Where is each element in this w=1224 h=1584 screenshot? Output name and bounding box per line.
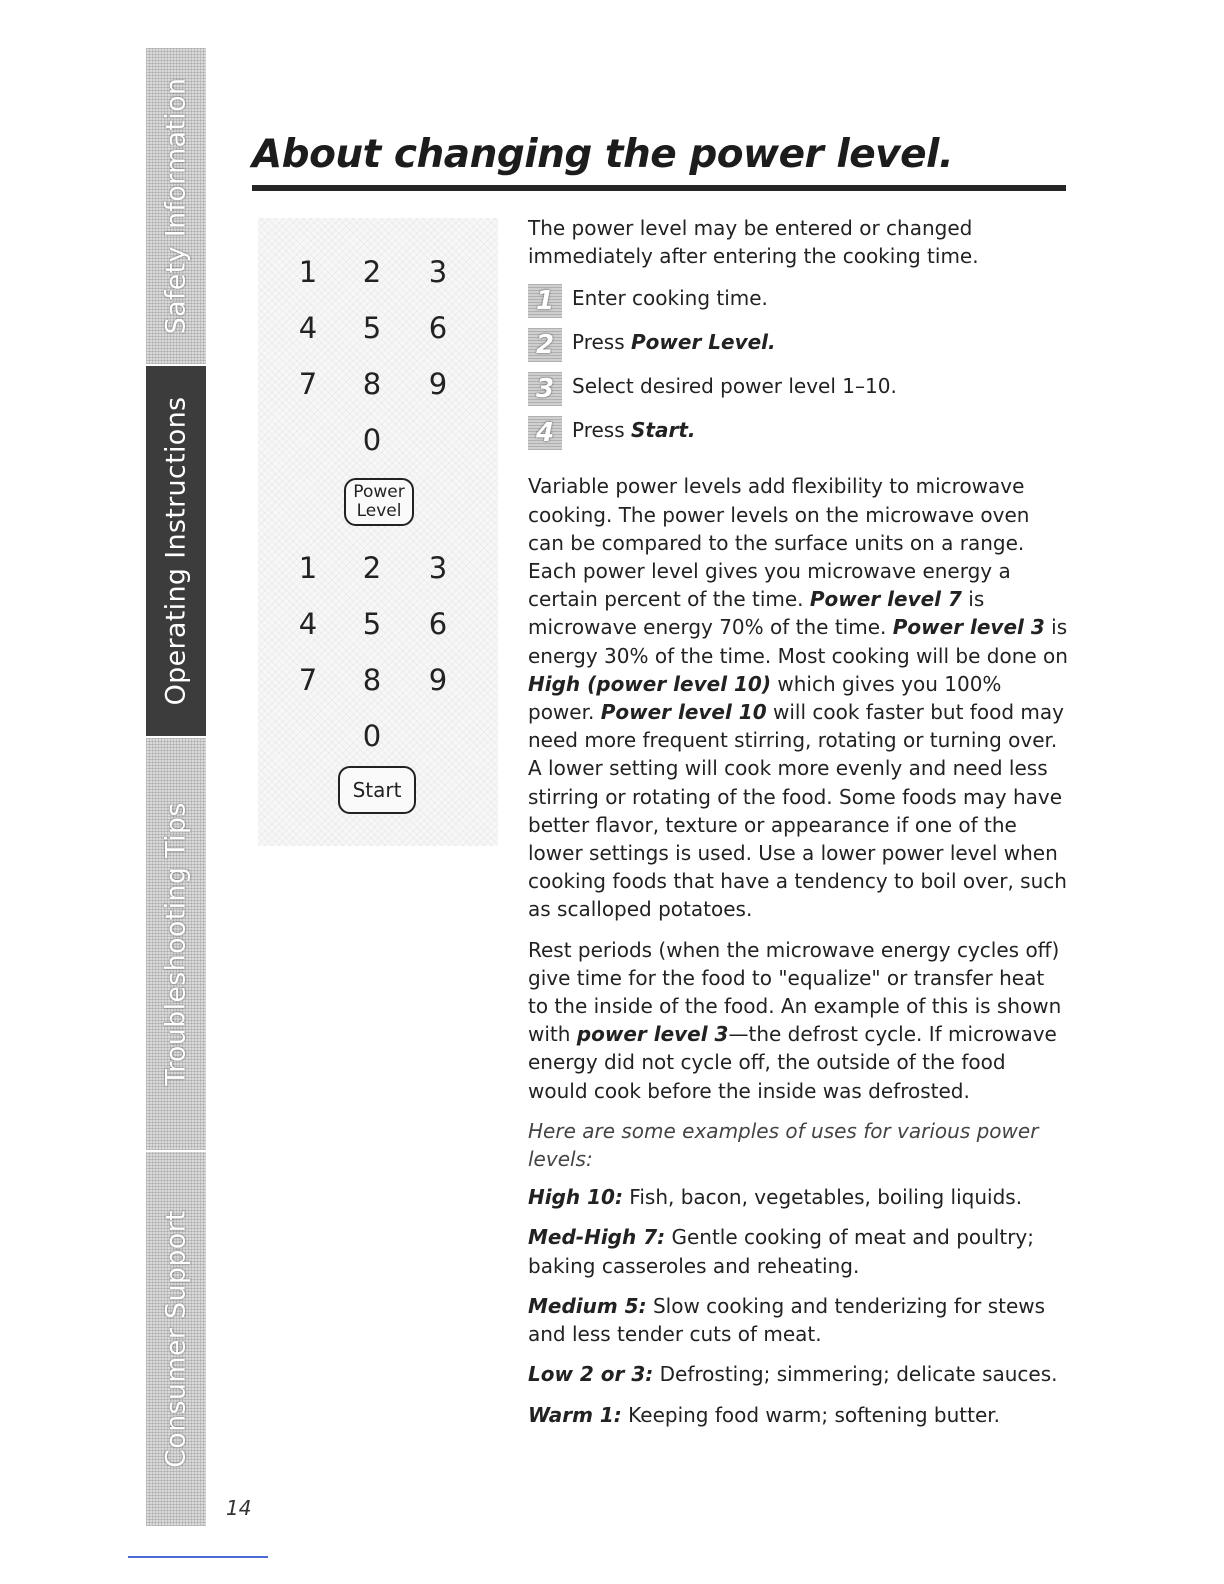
- title-rule: [252, 185, 1066, 191]
- key-7[interactable]: 7: [298, 367, 318, 401]
- power-level-button-line2: Level: [356, 501, 402, 521]
- tab-troubleshooting-tips[interactable]: [146, 738, 206, 1152]
- use-item-high: High 10: Fish, bacon, vegetables, boiling liquids.: [528, 1185, 1023, 1210]
- tab-operating-instructions[interactable]: [146, 366, 206, 738]
- rest-periods-paragraph: Rest periods (when the microwave energy cycles off) give time for the food to "equalize" or transfer heat to the inside of the food. An example of this is shown with power level 3—the defrost cycle. If microwave energy did not cycle off, the outside of the food would cook before the inside was defrosted.: [528, 937, 1062, 1103]
- step-number-badge: 1: [528, 284, 562, 318]
- key-6[interactable]: 6: [428, 607, 448, 641]
- key-4[interactable]: 4: [298, 311, 318, 345]
- power-levels-paragraph: Variable power levels add flexibility to microwave cooking. The power levels on the microwave oven can be compared to the surface units on a range. Each power level gives you microwave energy a certain percent of the time. Power level 7 is microwave energy 70% of the time. Power level 3 is energy 30% of the time. Most cooking will be done on High (power level 10) which gives you 100% power. Power level 10 will cook faster but food may need more frequent stirring, rotating or turning over. A lower setting will cook more evenly and need less stirring or rotating of the food. Some foods may have better flavor, texture or appearance if one of the lower settings is used. Use a lower power level when cooking foods that have a tendency to boil over, such as scalloped potatoes.: [528, 474, 1068, 922]
- page-number: 14: [226, 1496, 252, 1520]
- key-5[interactable]: 5: [362, 311, 382, 345]
- use-item-warm: Warm 1: Keeping food warm; softening butter.: [528, 1402, 1001, 1427]
- power-level-button-line1: Power: [353, 482, 405, 502]
- key-2[interactable]: 2: [362, 255, 382, 289]
- body-text: [528, 214, 1068, 1441]
- step-item: [528, 416, 1068, 460]
- power-level-button[interactable]: [344, 478, 414, 526]
- key-1[interactable]: 1: [298, 255, 318, 289]
- step-text: Press Power Level.: [572, 330, 776, 355]
- key-9[interactable]: 9: [428, 663, 448, 697]
- key-9[interactable]: 9: [428, 367, 448, 401]
- key-1[interactable]: 1: [298, 551, 318, 585]
- key-5[interactable]: 5: [362, 607, 382, 641]
- examples-intro: Here are some examples of uses for various power levels:: [528, 1118, 1039, 1172]
- key-6[interactable]: 6: [428, 311, 448, 345]
- key-2[interactable]: 2: [362, 551, 382, 585]
- bottom-rule: [128, 1556, 268, 1558]
- tab-safety-information[interactable]: [146, 48, 206, 366]
- side-tab-strip: [146, 48, 206, 1528]
- use-item-low: Low 2 or 3: Defrosting; simmering; delicate sauces.: [528, 1362, 1058, 1387]
- steps-list: [528, 284, 1068, 460]
- step-item: [528, 284, 1068, 328]
- step-item: [528, 328, 1068, 372]
- tab-label: Safety Information: [160, 77, 192, 335]
- tab-label: Operating Instructions: [160, 396, 192, 706]
- step-number-badge: 2: [528, 328, 562, 362]
- step-number-badge: 3: [528, 372, 562, 406]
- key-7[interactable]: 7: [298, 663, 318, 697]
- step-number-badge: 4: [528, 416, 562, 450]
- step-text: Enter cooking time.: [572, 286, 768, 311]
- intro-paragraph: The power level may be entered or changed immediately after entering the cooking time.: [528, 216, 979, 269]
- step-text: Select desired power level 1–10.: [572, 374, 897, 399]
- start-button[interactable]: Start: [338, 766, 416, 814]
- key-3[interactable]: 3: [428, 551, 448, 585]
- key-8[interactable]: 8: [362, 367, 382, 401]
- key-0[interactable]: 0: [362, 719, 382, 753]
- key-3[interactable]: 3: [428, 255, 448, 289]
- keypad-illustration: [258, 218, 498, 846]
- tab-label: Troubleshooting Tips: [160, 802, 192, 1086]
- key-0[interactable]: 0: [362, 423, 382, 457]
- page-title: About changing the power level.: [252, 132, 954, 177]
- tab-consumer-support[interactable]: [146, 1152, 206, 1528]
- key-4[interactable]: 4: [298, 607, 318, 641]
- step-text: Press Start.: [572, 418, 696, 443]
- key-8[interactable]: 8: [362, 663, 382, 697]
- use-item-med-high: Med-High 7: Gentle cooking of meat and poultry; baking casseroles and reheating.: [528, 1225, 1035, 1278]
- step-item: [528, 372, 1068, 416]
- use-item-medium: Medium 5: Slow cooking and tenderizing for stews and less tender cuts of meat.: [528, 1293, 1046, 1347]
- tab-label: Consumer Support: [160, 1210, 192, 1468]
